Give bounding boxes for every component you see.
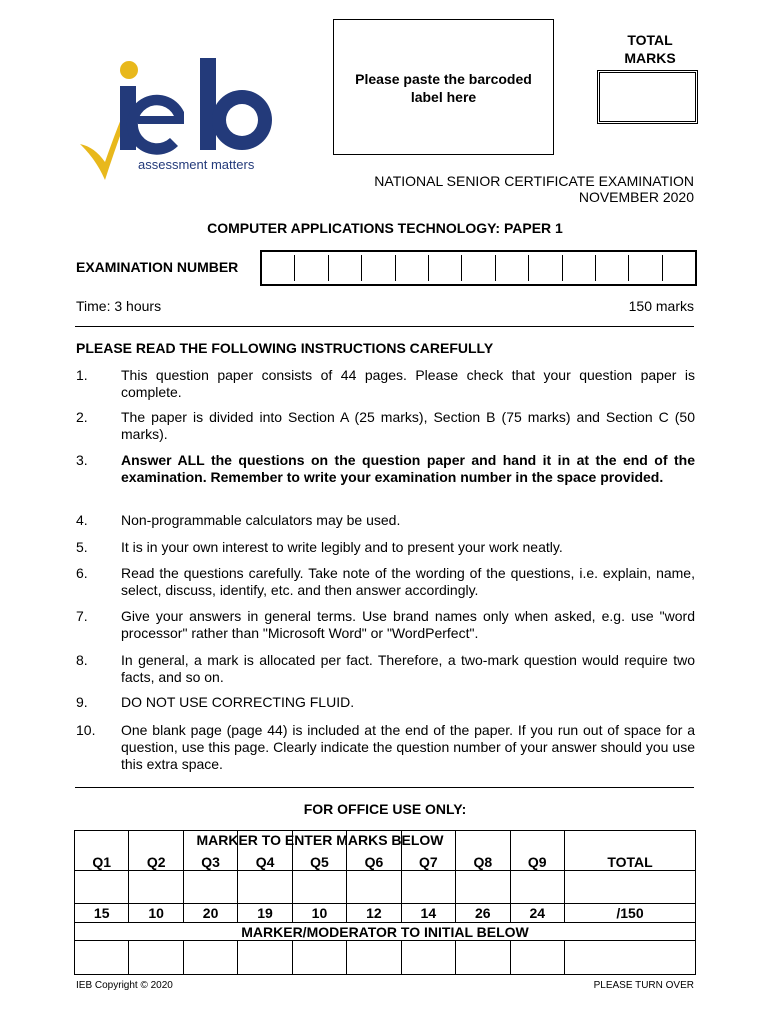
total-marks-label (620, 31, 680, 67)
max-marks-row (75, 904, 696, 923)
question-header: Q1 (75, 831, 129, 871)
ieb-logo (72, 52, 302, 192)
footer-copyright: IEB Copyright © 2020 (76, 980, 173, 991)
exam-number-cell[interactable] (294, 255, 327, 281)
exam-number-cell[interactable] (395, 255, 428, 281)
max-mark-cell: 19 (238, 904, 292, 923)
marks-entry-row (75, 871, 696, 904)
mark-entry-cell[interactable] (129, 871, 183, 904)
instructions-heading: PLEASE READ THE FOLLOWING INSTRUCTIONS CAREFULLY (76, 340, 494, 356)
footer-turn-over: PLEASE TURN OVER (593, 980, 694, 991)
instruction-number: 6. (76, 565, 88, 581)
max-mark-cell: 14 (401, 904, 455, 923)
instruction-text: Answer ALL the questions on the question paper and hand it in at the end of the examination. Remember to write your examination number in the space provided. (121, 452, 695, 485)
instruction-text: In general, a mark is allocated per fact. Therefore, a two-mark question would require two facts, and so on. (121, 652, 695, 685)
mark-entry-cell[interactable] (401, 871, 455, 904)
instruction-number: 10. (76, 722, 96, 738)
marks-label: 150 marks (628, 298, 694, 314)
instruction-number: 5. (76, 539, 88, 555)
paper-title: COMPUTER APPLICATIONS TECHNOLOGY: PAPER 1 (207, 220, 563, 236)
exam-number-cell[interactable] (495, 255, 528, 281)
instruction-number: 2. (76, 409, 88, 425)
moderator-heading: MARKER/MODERATOR TO INITIAL BELOW (75, 923, 696, 941)
divider-bottom (75, 787, 694, 788)
instruction-text: Non-programmable calculators may be used. (121, 512, 401, 528)
exam-number-cell[interactable] (528, 255, 561, 281)
divider-top (75, 326, 694, 327)
mark-entry-cell[interactable] (183, 871, 237, 904)
instruction-number: 4. (76, 512, 88, 528)
marks-table (74, 830, 696, 975)
time-label: Time: 3 hours (76, 298, 162, 314)
question-header: Q8 (456, 831, 510, 871)
initial-cell[interactable] (510, 941, 565, 975)
exam-number-cell[interactable] (595, 255, 628, 281)
moderator-heading-row (75, 923, 696, 941)
instruction-number: 9. (76, 694, 88, 710)
marker-heading: MARKER TO ENTER MARKS BELOW (196, 832, 444, 848)
exam-number-label: EXAMINATION NUMBER (76, 259, 239, 275)
exam-number-cell[interactable] (662, 255, 695, 281)
initial-cell[interactable] (347, 941, 401, 975)
total-marks-box[interactable] (597, 70, 698, 124)
max-mark-cell: 10 (292, 904, 346, 923)
max-mark-cell: 24 (510, 904, 565, 923)
exam-title: NATIONAL SENIOR CERTIFICATE EXAMINATION (374, 173, 694, 189)
total-entry-cell[interactable] (565, 871, 696, 904)
initial-cell[interactable] (292, 941, 346, 975)
question-header: Q6 (347, 831, 401, 871)
mark-entry-cell[interactable] (292, 871, 346, 904)
exam-number-cell[interactable] (428, 255, 461, 281)
initial-cell[interactable] (401, 941, 455, 975)
instruction-text: DO NOT USE CORRECTING FLUID. (121, 694, 355, 710)
question-header: Q3 (183, 831, 237, 871)
initial-cell[interactable] (456, 941, 510, 975)
question-header: Q2 (129, 831, 183, 871)
logo-tagline: assessment matters (138, 157, 255, 172)
barcode-text-line2: label here (410, 89, 477, 105)
max-mark-cell: 15 (75, 904, 129, 923)
total-max-cell: /150 (565, 904, 696, 923)
initial-cell[interactable] (238, 941, 292, 975)
exam-number-cell[interactable] (361, 255, 394, 281)
exam-number-cell[interactable] (562, 255, 595, 281)
instruction-number: 7. (76, 608, 88, 624)
barcode-text-line1: Please paste the barcoded (355, 71, 532, 87)
instruction-text: This question paper consists of 44 pages. Please check that your question paper is complete. (121, 367, 695, 400)
barcode-instruction (333, 70, 554, 106)
mark-entry-cell[interactable] (510, 871, 565, 904)
instruction-text: One blank page (page 44) is included at the end of the paper. If you run out of space for a question, use this page. Clearly indicate the question number of your answer should you use this extra space. (121, 722, 695, 772)
max-mark-cell: 12 (347, 904, 401, 923)
mark-entry-cell[interactable] (75, 871, 129, 904)
mark-entry-cell[interactable] (347, 871, 401, 904)
instruction-text: Give your answers in general terms. Use brand names only when asked, e.g. use "word processor" rather than "Microsoft Word" or "WordPerfect". (121, 608, 695, 641)
max-mark-cell: 10 (129, 904, 183, 923)
question-header: Q7 (401, 831, 455, 871)
instruction-number: 3. (76, 452, 88, 468)
question-header: Q4 (238, 831, 292, 871)
exam-number-cell[interactable] (262, 255, 294, 281)
mark-entry-cell[interactable] (456, 871, 510, 904)
mark-entry-cell[interactable] (238, 871, 292, 904)
instruction-number: 1. (76, 367, 88, 383)
exam-number-cell[interactable] (461, 255, 494, 281)
initials-row (75, 941, 696, 975)
question-header: Q5 (292, 831, 346, 871)
instruction-text: Read the questions carefully. Take note of the wording of the questions, i.e. explain, name, select, discuss, identify, etc. and then answer accordingly. (121, 565, 695, 598)
initial-cell[interactable] (129, 941, 183, 975)
exam-number-cell[interactable] (328, 255, 361, 281)
total-marks-line2: MARKS (624, 50, 676, 66)
exam-number-cell[interactable] (628, 255, 661, 281)
instruction-text: It is in your own interest to write legibly and to present your work neatly. (121, 539, 563, 555)
instruction-number: 8. (76, 652, 88, 668)
total-marks-line1: TOTAL (627, 32, 673, 48)
exam-number-grid (260, 250, 697, 286)
total-header: TOTAL (565, 831, 696, 871)
initial-cell[interactable] (183, 941, 237, 975)
initial-cell[interactable] (75, 941, 129, 975)
office-use-heading: FOR OFFICE USE ONLY: (303, 801, 467, 817)
question-header: Q9 (510, 831, 565, 871)
exam-date: NOVEMBER 2020 (578, 189, 694, 205)
max-mark-cell: 26 (456, 904, 510, 923)
max-mark-cell: 20 (183, 904, 237, 923)
instruction-text: The paper is divided into Section A (25 marks), Section B (75 marks) and Section C (50 marks). (121, 409, 695, 442)
initial-total-cell[interactable] (565, 941, 696, 975)
